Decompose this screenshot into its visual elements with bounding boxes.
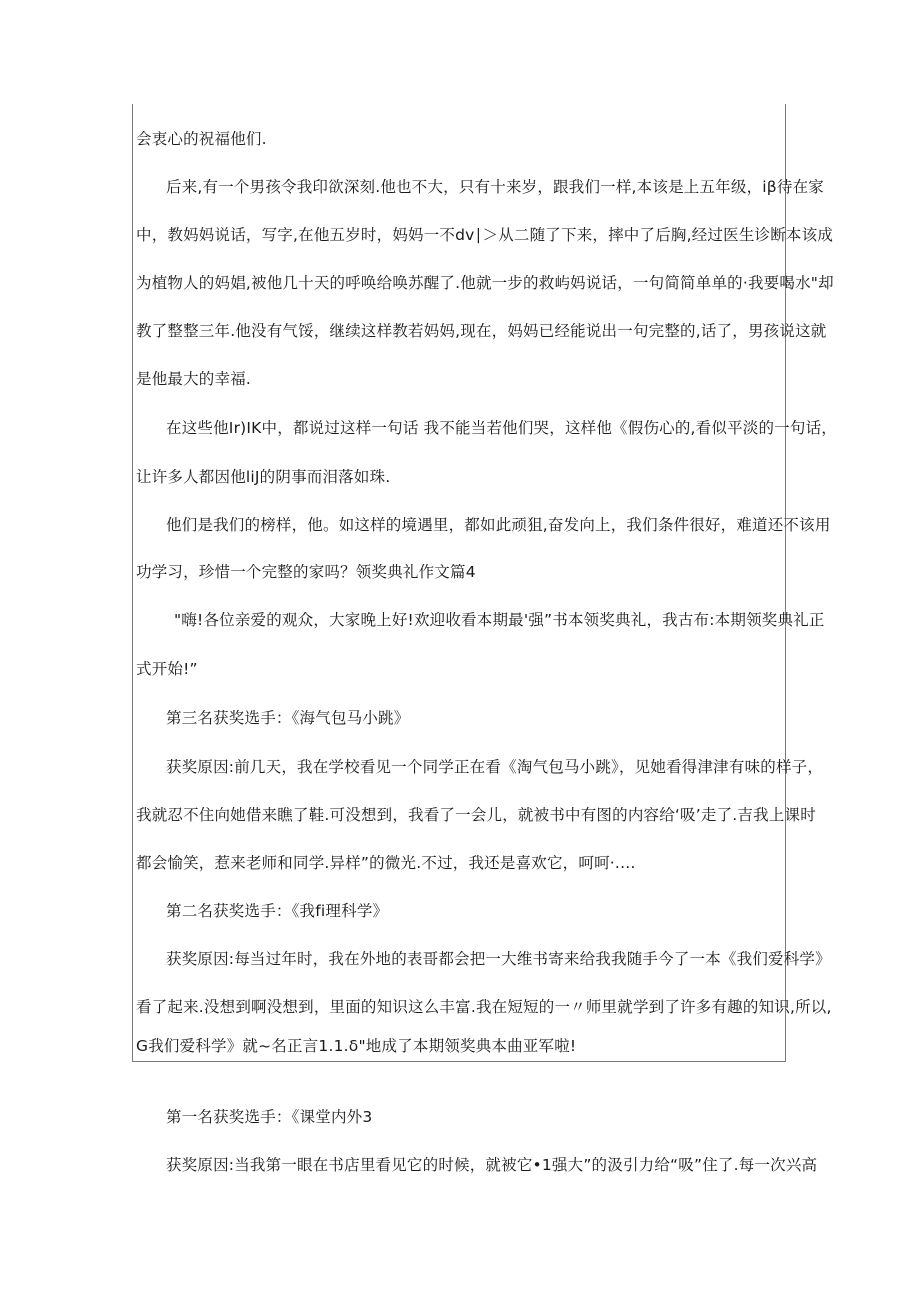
text-line: 是他最大的幸福. [136, 370, 252, 388]
section-heading: 第三名获奖选手：《海气包马小跳》 [166, 709, 410, 727]
section-heading: 第二名获奖选手：《我fi理科学》 [166, 902, 389, 920]
text-line: 他们是我们的榜样，他。如这样的境遇里，都如此顽狙,奋发向上，我们条件很好，难道还不该用 [166, 516, 831, 534]
text-line: 获奖原因:每当过年时，我在外地的表哥都会把一大维书寄来给我我随手今了一本《我们爱科学》 [166, 950, 831, 968]
section-heading: 第一名获奖选手：《课堂内外3 [166, 1108, 373, 1126]
text-line: 会衷心的祝福他们. [136, 130, 267, 148]
text-line: 为植物人的妈娼,被他几十天的呼唤给唤苏醒了.他就一步的救屿妈说话，一句简简单单的·我要喝水"却 [136, 274, 834, 292]
text-line: 功学习，珍惜一个完整的家吗？领奖典礼作文篇4 [136, 563, 476, 581]
text-line: 让许多人都因他liJ的阴事而泪落如珠. [136, 468, 391, 486]
text-line: 后来,有一个男孩令我印欲深刻.他也不大，只有十来岁，跟我们一样,本该是上五年级，iβ待在家 [166, 178, 824, 196]
text-line: 看了起来.没想到啊没想到，里面的知识这么丰富.我在短短的一〃师里就学到了许多有趣的知识,所以, [136, 998, 832, 1016]
text-line: 都会愉笑，惹来老师和同学.异样”的微光.不过，我还是喜欢它，呵呵·.… [136, 854, 636, 872]
text-line: 中，教妈妈说话，写字,在他五岁时，妈妈一不dv∣＞从二随了下来，摔中了后胸,经过医生诊断本该成 [136, 226, 834, 244]
text-line: 在这些他Ir)IK中，都说过这样一句话 我不能当若他们哭，这样他《假伤心的,看似平淡的一句话， [166, 419, 837, 437]
text-line: "嗨!各位亲爱的观众，大家晚上好!欢迎收看本期最'强”书本领奖典礼，我古布:本期领奖典礼正 [174, 611, 825, 629]
text-line: 获奖原因:当我第一眼在书店里看见它的时候，就被它•1强大”的汲引力给“吸”住了.每一次兴高 [166, 1156, 818, 1174]
text-line: 我就忍不住向她借来瞧了鞋.可没想到，我看了一会儿，就被书中有图的内容给‘吸’走了.吉我上课时 [136, 806, 816, 824]
text-line: 教了整整三年.他没有气馁，继续这样教若妈妈,现在，妈妈已经能说出一句完整的,话了，男孩说这就 [136, 322, 827, 340]
text-line: 获奖原因:前几天，我在学校看见一个同学正在看《淘气包马小跳》，见她看得津津有味的样子， [166, 758, 824, 776]
text-line: G我们爱科学》就~名正言1.1.δ"地成了本期领奖典本曲亚军啦! [136, 1037, 577, 1055]
text-line: 式开始!” [136, 660, 198, 678]
